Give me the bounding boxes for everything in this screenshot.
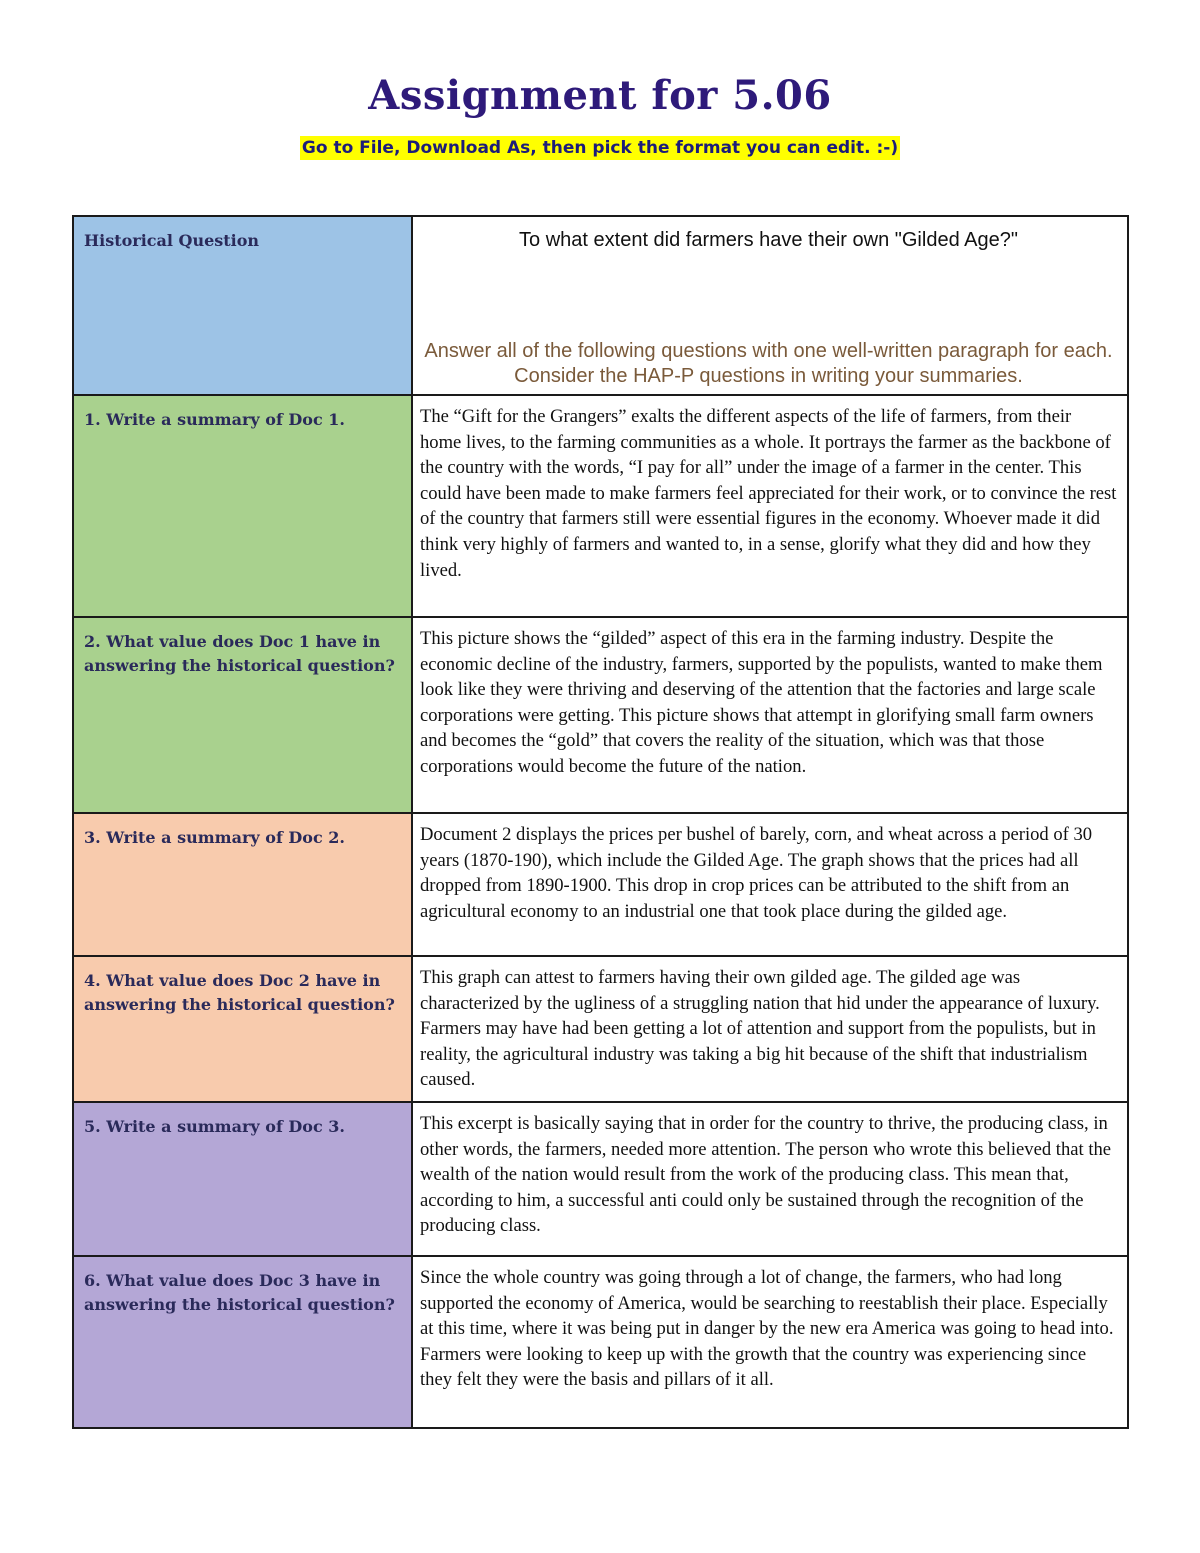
assignment-table xyxy=(72,215,1129,1429)
question-cell: 2. What value does Doc 1 have in answering the historical question? xyxy=(73,617,412,813)
download-instruction: Go to File, Download As, then pick the format you can edit. :-) xyxy=(301,138,899,158)
table-row xyxy=(73,395,1128,617)
question-cell: 6. What value does Doc 3 have in answering the historical question? xyxy=(73,1256,412,1428)
historical-question-text: To what extent did farmers have their own "Gilded Age?" xyxy=(519,229,1018,251)
question-cell: 3. Write a summary of Doc 2. xyxy=(73,813,412,956)
question-cell: 1. Write a summary of Doc 1. xyxy=(73,395,412,617)
table-row xyxy=(73,956,1128,1102)
historical-question-row xyxy=(73,216,1128,395)
historical-question-label: Historical Question xyxy=(73,216,412,395)
answer-cell[interactable]: This picture shows the “gilded” aspect of this era in the farming industry. Despite the economic decline of the industry, farmers, supported by the populists, wanted to make them look like they were thriving and deserving of the attention that the factories and large scale corporations were getting. This picture shows that attempt in glorifying small farm owners and becomes the “gold” that covers the reality of the situation, which was that those corporations would become the future of the nation. xyxy=(412,617,1128,813)
instruction-banner xyxy=(0,136,1200,160)
table-row xyxy=(73,1102,1128,1256)
answer-cell[interactable]: Document 2 displays the prices per bushel of barely, corn, and wheat across a period of 30 years (1870-190), which include the Gilded Age. The graph shows that the prices had all dropped from 1890-1900. This drop in crop prices can be attributed to the shift from an agricultural economy to an industrial one that took place during the gilded age. xyxy=(412,813,1128,956)
answer-cell[interactable]: The “Gift for the Grangers” exalts the different aspects of the life of farmers, from their home lives, to the farming communities as a whole. It portrays the farmer as the backbone of the country with the words, “I pay for all” under the image of a farmer in the center. This could have been made to make farmers feel appreciated for their work, or to convince the rest of the country that farmers still were essential figures in the economy. Whoever made it did think very highly of farmers and wanted to, in a sense, glorify what they did and how they lived. xyxy=(412,395,1128,617)
page-title: Assignment for 5.06 xyxy=(368,72,832,119)
question-cell: 5. Write a summary of Doc 3. xyxy=(73,1102,412,1256)
table-row xyxy=(73,617,1128,813)
table-row xyxy=(73,813,1128,956)
historical-question-cell[interactable] xyxy=(412,216,1128,395)
answer-cell[interactable]: This graph can attest to farmers having their own gilded age. The gilded age was characterized by the ugliness of a struggling nation that hid under the appearance of luxury. Farmers may have had been getting a lot of attention and support from the populists, but in reality, the agricultural industry was taking a big hit because of the shift that industrialism caused. xyxy=(412,956,1128,1102)
question-cell: 4. What value does Doc 2 have in answering the historical question? xyxy=(73,956,412,1102)
answer-cell[interactable]: This excerpt is basically saying that in order for the country to thrive, the producing class, in other words, the farmers, needed more attention. The person who wrote this believed that the wealth of the nation would result from the work of the producing class. This mean that, according to him, a successful anti could only be sustained through the recognition of the producing class. xyxy=(412,1102,1128,1256)
answer-cell[interactable]: Since the whole country was going through a lot of change, the farmers, who had long supported the economy of America, would be searching to reestablish their place. Especially at this time, where it was being put in danger by the new era America was going to head into. Farmers were looking to keep up with the growth that the country was experiencing since they felt they were the basis and pillars of it all. xyxy=(412,1256,1128,1428)
answer-instructions: Answer all of the following questions with one well-written paragraph for each. Consider the HAP-P questions in writing your summaries. xyxy=(424,340,1113,387)
table-row xyxy=(73,1256,1128,1428)
